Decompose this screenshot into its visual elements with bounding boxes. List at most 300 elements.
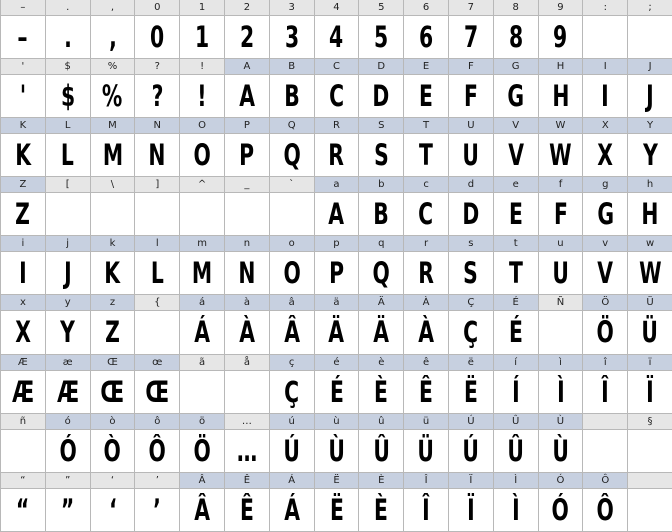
char-label: – xyxy=(1,0,46,16)
char-glyph-text: Á xyxy=(283,492,300,527)
char-glyph[interactable] xyxy=(135,371,180,414)
char-glyph-text: N xyxy=(238,256,256,291)
char-glyph-text: E xyxy=(508,197,523,232)
char-glyph[interactable] xyxy=(628,134,672,177)
char-glyph[interactable] xyxy=(225,134,270,177)
char-glyph[interactable] xyxy=(135,75,180,118)
char-glyph[interactable] xyxy=(494,134,539,177)
char-label: è xyxy=(359,355,404,371)
char-glyph[interactable] xyxy=(494,489,539,532)
char-glyph[interactable] xyxy=(46,430,91,473)
char-glyph[interactable] xyxy=(46,16,91,59)
char-glyph[interactable] xyxy=(494,75,539,118)
char-label: 4 xyxy=(315,0,360,16)
char-glyph-text: Ê xyxy=(419,374,434,409)
char-glyph-text: ‘ xyxy=(108,492,117,527)
char-label: ï xyxy=(628,355,672,371)
char-glyph-text: 7 xyxy=(463,20,478,54)
char-glyph-text: . xyxy=(63,20,72,54)
char-label: O xyxy=(180,118,225,134)
char-glyph[interactable] xyxy=(1,489,46,532)
char-glyph[interactable] xyxy=(135,252,180,295)
char-glyph-text: Â xyxy=(283,315,300,350)
char-glyph[interactable] xyxy=(628,489,672,532)
char-glyph[interactable] xyxy=(359,16,404,59)
char-glyph-text: L xyxy=(61,138,75,173)
char-glyph[interactable] xyxy=(404,16,449,59)
char-glyph-text: ’ xyxy=(153,492,162,527)
char-glyph[interactable] xyxy=(539,311,584,354)
char-glyph[interactable] xyxy=(315,193,360,236)
char-glyph-text: Â xyxy=(194,492,210,527)
char-label: B xyxy=(270,59,315,75)
char-glyph[interactable] xyxy=(91,489,136,532)
char-glyph-text: Ö xyxy=(596,315,614,350)
char-glyph-text: E xyxy=(419,79,434,114)
char-label: K xyxy=(1,118,46,134)
char-glyph-text: I xyxy=(19,256,27,291)
char-glyph-text: Ï xyxy=(467,492,475,527)
char-label: ` xyxy=(270,177,315,193)
char-glyph[interactable] xyxy=(180,252,225,295)
char-glyph[interactable] xyxy=(494,193,539,236)
char-label: b xyxy=(359,177,404,193)
char-glyph[interactable] xyxy=(359,489,404,532)
char-label: i xyxy=(1,236,46,252)
char-label: Ó xyxy=(539,473,584,489)
char-glyph[interactable] xyxy=(270,75,315,118)
char-label: Ë xyxy=(315,473,360,489)
char-glyph-text: “ xyxy=(16,492,30,527)
char-glyph-text: Ç xyxy=(463,315,479,350)
char-glyph[interactable] xyxy=(46,489,91,532)
char-glyph-text: B xyxy=(283,79,300,114)
char-label: p xyxy=(315,236,360,252)
char-label: Ì xyxy=(494,473,539,489)
char-label: À xyxy=(404,295,449,311)
char-label: 2 xyxy=(225,0,270,16)
char-glyph-text: Z xyxy=(15,197,31,232)
char-glyph[interactable] xyxy=(404,252,449,295)
char-glyph[interactable] xyxy=(404,193,449,236)
char-glyph[interactable] xyxy=(539,371,584,414)
char-glyph[interactable] xyxy=(225,430,270,473)
char-glyph-text: X xyxy=(15,315,31,350)
char-label: e xyxy=(494,177,539,193)
char-glyph[interactable] xyxy=(628,430,672,473)
char-glyph-text: 5 xyxy=(374,20,389,54)
char-glyph-text: Ò xyxy=(103,433,122,468)
char-glyph[interactable] xyxy=(449,16,494,59)
char-glyph-text: Ô xyxy=(596,492,614,527)
char-glyph-text: A xyxy=(239,79,255,114)
char-glyph[interactable] xyxy=(539,193,584,236)
char-glyph-text: G xyxy=(507,79,525,114)
char-glyph-text: U xyxy=(552,256,569,291)
char-glyph-text: À xyxy=(239,315,255,350)
char-glyph[interactable] xyxy=(449,489,494,532)
char-glyph[interactable] xyxy=(583,134,628,177)
char-glyph[interactable] xyxy=(91,75,136,118)
char-glyph[interactable] xyxy=(180,193,225,236)
char-glyph[interactable] xyxy=(1,252,46,295)
char-label: r xyxy=(404,236,449,252)
char-glyph-text: T xyxy=(419,138,434,173)
char-glyph-text: – xyxy=(17,20,28,54)
char-glyph-text: M xyxy=(191,256,213,291)
char-glyph-text: Ê xyxy=(239,492,254,527)
char-label: N xyxy=(135,118,180,134)
char-glyph[interactable] xyxy=(404,75,449,118)
char-label: Œ xyxy=(91,355,136,371)
char-glyph[interactable] xyxy=(135,311,180,354)
char-glyph-text: $ xyxy=(60,79,75,114)
char-glyph[interactable] xyxy=(449,134,494,177)
char-glyph[interactable] xyxy=(270,193,315,236)
char-label: Ï xyxy=(449,473,494,489)
char-glyph-text: Á xyxy=(194,315,210,350)
char-label: D xyxy=(359,59,404,75)
char-glyph[interactable] xyxy=(91,16,136,59)
char-glyph-text: Í xyxy=(511,374,520,409)
char-glyph[interactable] xyxy=(539,134,584,177)
char-label: Ñ xyxy=(539,295,584,311)
char-glyph[interactable] xyxy=(270,311,315,354)
char-label: é xyxy=(315,355,360,371)
char-label: Ô xyxy=(583,473,628,489)
char-glyph[interactable] xyxy=(1,430,46,473)
char-label: 0 xyxy=(135,0,180,16)
char-glyph[interactable] xyxy=(1,371,46,414)
char-label: c xyxy=(404,177,449,193)
char-glyph[interactable] xyxy=(91,134,136,177)
char-glyph[interactable] xyxy=(46,252,91,295)
char-glyph-text: Ù xyxy=(552,433,569,468)
char-glyph-text: Z xyxy=(105,315,120,350)
char-glyph[interactable] xyxy=(315,311,360,354)
char-label: î xyxy=(583,355,628,371)
char-glyph[interactable] xyxy=(583,430,628,473)
char-label: ã xyxy=(180,355,225,371)
char-label: ! xyxy=(180,59,225,75)
char-glyph[interactable] xyxy=(359,75,404,118)
char-glyph[interactable] xyxy=(270,16,315,59)
char-glyph[interactable] xyxy=(135,193,180,236)
char-glyph[interactable] xyxy=(494,311,539,354)
char-glyph[interactable] xyxy=(225,311,270,354)
char-label: ' xyxy=(1,59,46,75)
char-glyph[interactable] xyxy=(135,134,180,177)
char-glyph[interactable] xyxy=(628,193,672,236)
char-glyph[interactable] xyxy=(628,252,672,295)
char-glyph[interactable] xyxy=(180,430,225,473)
char-glyph[interactable] xyxy=(225,489,270,532)
char-label: Z xyxy=(1,177,46,193)
char-glyph[interactable] xyxy=(315,75,360,118)
char-glyph[interactable] xyxy=(180,489,225,532)
char-glyph[interactable] xyxy=(91,311,136,354)
char-glyph-text: H xyxy=(641,197,659,232)
char-glyph[interactable] xyxy=(449,193,494,236)
char-glyph-text: È xyxy=(374,492,389,527)
char-glyph-text: Æ xyxy=(11,374,34,409)
char-label: I xyxy=(583,59,628,75)
char-glyph[interactable] xyxy=(583,371,628,414)
char-label: j xyxy=(46,236,91,252)
char-glyph-text: H xyxy=(551,79,569,114)
char-label: Î xyxy=(404,473,449,489)
char-glyph-text: P xyxy=(239,138,255,173)
char-glyph-text: C xyxy=(328,79,344,114)
char-glyph-text: P xyxy=(329,256,344,291)
char-glyph-text: I xyxy=(601,79,610,114)
char-glyph[interactable] xyxy=(91,193,136,236)
char-glyph-text: ” xyxy=(60,492,75,527)
char-label: . xyxy=(46,0,91,16)
char-glyph[interactable] xyxy=(225,75,270,118)
char-glyph-text: V xyxy=(507,138,524,173)
char-glyph[interactable] xyxy=(628,371,672,414)
char-glyph-text: 2 xyxy=(239,20,254,54)
char-glyph-text: G xyxy=(596,197,614,232)
char-glyph[interactable] xyxy=(315,134,360,177)
char-glyph[interactable] xyxy=(539,16,584,59)
char-glyph[interactable] xyxy=(494,371,539,414)
char-label: _ xyxy=(225,177,270,193)
char-glyph-text: O xyxy=(283,256,301,291)
char-glyph[interactable] xyxy=(180,311,225,354)
char-glyph-text: Ù xyxy=(328,433,345,468)
char-glyph-text: N xyxy=(148,138,166,173)
char-label: n xyxy=(225,236,270,252)
char-label: ? xyxy=(135,59,180,75)
char-label: Y xyxy=(628,118,672,134)
char-glyph-text: 3 xyxy=(284,20,299,54)
char-glyph[interactable] xyxy=(180,134,225,177)
char-glyph[interactable] xyxy=(46,193,91,236)
char-glyph[interactable] xyxy=(449,75,494,118)
char-glyph-text: Æ xyxy=(56,374,79,409)
char-glyph[interactable] xyxy=(46,134,91,177)
char-label: à xyxy=(225,295,270,311)
char-glyph[interactable] xyxy=(449,371,494,414)
char-glyph[interactable] xyxy=(359,252,404,295)
char-label: Ù xyxy=(539,414,584,430)
char-glyph[interactable] xyxy=(180,16,225,59)
char-glyph[interactable] xyxy=(225,16,270,59)
char-label: Á xyxy=(270,473,315,489)
char-glyph[interactable] xyxy=(628,311,672,354)
char-label: 1 xyxy=(180,0,225,16)
char-glyph[interactable] xyxy=(315,489,360,532)
char-glyph[interactable] xyxy=(449,252,494,295)
char-label: ú xyxy=(270,414,315,430)
char-glyph[interactable] xyxy=(135,489,180,532)
char-glyph-text: X xyxy=(597,138,614,173)
char-label: d xyxy=(449,177,494,193)
char-glyph-text: C xyxy=(418,197,434,232)
char-label: z xyxy=(91,295,136,311)
char-label: 5 xyxy=(359,0,404,16)
char-glyph[interactable] xyxy=(583,16,628,59)
char-label: ó xyxy=(46,414,91,430)
char-glyph[interactable] xyxy=(46,75,91,118)
char-glyph[interactable] xyxy=(91,252,136,295)
char-glyph[interactable] xyxy=(359,430,404,473)
char-glyph[interactable] xyxy=(270,430,315,473)
char-label: í xyxy=(494,355,539,371)
char-glyph-text: Q xyxy=(283,138,301,173)
char-glyph-text: W xyxy=(638,256,662,291)
char-label: t xyxy=(494,236,539,252)
char-glyph[interactable] xyxy=(1,75,46,118)
char-label: å xyxy=(225,355,270,371)
char-label: ñ xyxy=(1,414,46,430)
char-label: A xyxy=(225,59,270,75)
char-glyph[interactable] xyxy=(583,193,628,236)
char-glyph[interactable] xyxy=(359,311,404,354)
char-glyph-text: ! xyxy=(197,79,207,114)
char-label: ö xyxy=(180,414,225,430)
char-glyph-text: Ì xyxy=(556,374,565,409)
char-label: P xyxy=(225,118,270,134)
char-glyph[interactable] xyxy=(225,371,270,414)
char-label: R xyxy=(315,118,360,134)
char-label: ä xyxy=(315,295,360,311)
char-label: v xyxy=(583,236,628,252)
char-label: G xyxy=(494,59,539,75)
char-label: % xyxy=(91,59,136,75)
char-label: J xyxy=(628,59,672,75)
char-glyph[interactable] xyxy=(135,430,180,473)
char-glyph[interactable] xyxy=(315,430,360,473)
char-label: ü xyxy=(404,414,449,430)
char-glyph[interactable] xyxy=(449,311,494,354)
char-label: É xyxy=(494,295,539,311)
char-label: L xyxy=(46,118,91,134)
char-glyph[interactable] xyxy=(539,252,584,295)
char-glyph[interactable] xyxy=(539,75,584,118)
char-glyph-text: Ú xyxy=(462,433,480,468)
char-glyph-text: Ä xyxy=(373,315,390,350)
char-glyph[interactable] xyxy=(270,252,315,295)
char-label: : xyxy=(583,0,628,16)
char-glyph[interactable] xyxy=(91,371,136,414)
char-glyph[interactable] xyxy=(539,430,584,473)
char-glyph[interactable] xyxy=(359,193,404,236)
char-glyph[interactable] xyxy=(404,371,449,414)
char-glyph-text: % xyxy=(102,79,123,114)
char-glyph-text: , xyxy=(108,20,117,54)
char-label: k xyxy=(91,236,136,252)
char-glyph[interactable] xyxy=(583,489,628,532)
char-label: m xyxy=(180,236,225,252)
char-glyph-text: ? xyxy=(151,79,164,114)
char-label: 9 xyxy=(539,0,584,16)
char-glyph-text: Û xyxy=(507,433,524,468)
char-glyph-text: Ü xyxy=(641,315,659,350)
char-glyph[interactable] xyxy=(449,430,494,473)
char-glyph[interactable] xyxy=(46,311,91,354)
char-glyph[interactable] xyxy=(315,16,360,59)
char-glyph[interactable] xyxy=(1,134,46,177)
char-glyph-text: B xyxy=(373,197,390,232)
char-label: § xyxy=(628,414,672,430)
char-glyph[interactable] xyxy=(539,489,584,532)
char-label: y xyxy=(46,295,91,311)
char-glyph[interactable] xyxy=(404,134,449,177)
char-glyph[interactable] xyxy=(583,252,628,295)
char-glyph[interactable] xyxy=(494,16,539,59)
char-label: æ xyxy=(46,355,91,371)
char-label: V xyxy=(494,118,539,134)
char-label: h xyxy=(628,177,672,193)
char-label: ^ xyxy=(180,177,225,193)
char-glyph[interactable] xyxy=(91,430,136,473)
char-glyph[interactable] xyxy=(628,75,672,118)
char-label: X xyxy=(583,118,628,134)
char-glyph[interactable] xyxy=(180,371,225,414)
char-glyph[interactable] xyxy=(270,489,315,532)
char-glyph[interactable] xyxy=(404,430,449,473)
char-label: U xyxy=(449,118,494,134)
char-glyph[interactable] xyxy=(315,252,360,295)
char-glyph[interactable] xyxy=(494,430,539,473)
char-label: u xyxy=(539,236,584,252)
char-glyph[interactable] xyxy=(46,371,91,414)
char-glyph[interactable] xyxy=(583,311,628,354)
char-label: $ xyxy=(46,59,91,75)
char-glyph-text: U xyxy=(462,138,480,173)
char-label: Æ xyxy=(1,355,46,371)
char-glyph[interactable] xyxy=(359,371,404,414)
char-glyph-text: ' xyxy=(19,79,27,114)
char-glyph-text: Y xyxy=(60,315,76,350)
char-glyph[interactable] xyxy=(135,16,180,59)
char-label: ò xyxy=(91,414,136,430)
char-glyph[interactable] xyxy=(225,252,270,295)
char-label: 3 xyxy=(270,0,315,16)
char-glyph-text: … xyxy=(236,433,258,468)
char-glyph[interactable] xyxy=(628,16,672,59)
char-label: â xyxy=(270,295,315,311)
char-label: q xyxy=(359,236,404,252)
char-glyph[interactable] xyxy=(583,75,628,118)
char-label: Q xyxy=(270,118,315,134)
char-glyph[interactable] xyxy=(1,311,46,354)
char-glyph-text: O xyxy=(193,138,211,173)
char-glyph[interactable] xyxy=(1,16,46,59)
char-label xyxy=(628,473,672,489)
char-glyph[interactable] xyxy=(315,371,360,414)
char-label: ë xyxy=(449,355,494,371)
char-glyph-text: 6 xyxy=(418,20,434,54)
char-glyph[interactable] xyxy=(270,371,315,414)
char-glyph[interactable] xyxy=(225,193,270,236)
char-glyph[interactable] xyxy=(270,134,315,177)
char-label: s xyxy=(449,236,494,252)
char-glyph-text: 8 xyxy=(508,20,523,54)
char-glyph-text: D xyxy=(372,79,390,114)
char-glyph[interactable] xyxy=(404,311,449,354)
char-glyph[interactable] xyxy=(359,134,404,177)
char-glyph[interactable] xyxy=(404,489,449,532)
char-glyph-text: S xyxy=(463,256,479,291)
char-glyph[interactable] xyxy=(180,75,225,118)
char-glyph[interactable] xyxy=(1,193,46,236)
char-glyph[interactable] xyxy=(494,252,539,295)
char-glyph-text: 9 xyxy=(553,20,568,54)
